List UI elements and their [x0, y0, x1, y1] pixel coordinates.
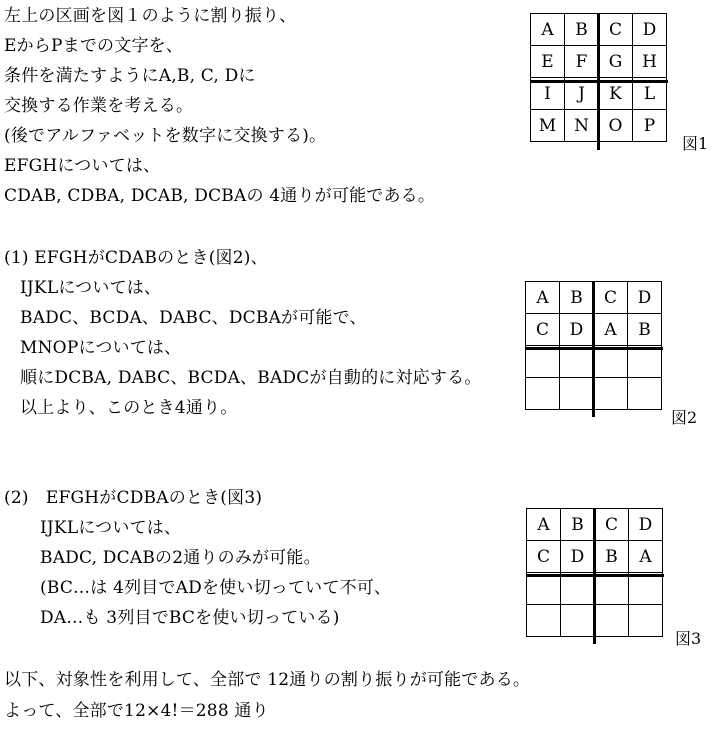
- grid-cell: B: [559, 281, 594, 314]
- figure-2-label: 図2: [671, 408, 698, 427]
- grid-cell: D: [559, 313, 594, 346]
- grid-cell: B: [564, 13, 599, 46]
- grid-cell: B: [560, 508, 595, 541]
- text-line: BADC、BCDA、DABC、DCBAが可能で、: [20, 308, 367, 328]
- grid-cell: M: [530, 109, 565, 142]
- text-line: EからPまでの文字を、: [4, 36, 184, 56]
- grid-cell: [627, 377, 662, 410]
- text-line: BADC, DCABの2通りのみが可能。: [40, 548, 321, 568]
- grid-cell: P: [632, 109, 667, 142]
- grid-cell: D: [560, 540, 595, 573]
- text-line: 以上より、このとき4通り。: [20, 398, 238, 418]
- text-line: IJKLについては、: [40, 518, 182, 538]
- grid-cell: G: [598, 45, 633, 78]
- text-line: 左上の区画を図１のように割り振り、: [4, 6, 297, 26]
- grid-cell: [560, 604, 595, 637]
- grid-cell: A: [525, 281, 560, 314]
- text-line: 以下、対象性を利用して、全部で 12通りの割り振りが可能である。: [4, 670, 531, 690]
- grid-cell: I: [530, 77, 565, 110]
- grid-cell: A: [628, 540, 663, 573]
- grid-cell: [594, 604, 629, 637]
- text-line: 順にDCBA, DABC、BCDA、BADCが自動的に対応する。: [20, 368, 482, 388]
- grid-cell: [526, 604, 561, 637]
- grid-cell: A: [526, 508, 561, 541]
- grid-cell: D: [627, 281, 662, 314]
- figure-3-label: 図3: [675, 629, 702, 648]
- text-line: (BC…は 4列目でADを使い切っていて不可、: [40, 578, 392, 598]
- grid-cell: B: [627, 313, 662, 346]
- grid-cell: L: [632, 77, 667, 110]
- grid-cell: [559, 377, 594, 410]
- grid-cell: D: [632, 13, 667, 46]
- grid-divider-horizontal: [525, 347, 663, 350]
- grid-cell: N: [564, 109, 599, 142]
- text-line: (2) EFGHがCDBAのとき(図3): [4, 488, 263, 508]
- grid-cell: C: [526, 540, 561, 573]
- text-line: IJKLについては、: [20, 278, 162, 298]
- grid-cell: O: [598, 109, 633, 142]
- figure-1-label: 図1: [682, 134, 709, 153]
- text-line: EFGHについては、: [4, 156, 161, 176]
- grid-cell: A: [593, 313, 628, 346]
- grid-cell: [628, 604, 663, 637]
- grid-cell: [593, 377, 628, 410]
- grid-cell: D: [628, 508, 663, 541]
- grid-divider-horizontal: [526, 574, 664, 577]
- text-line: (1) EFGHがCDABのとき(図2)、: [4, 248, 268, 268]
- text-line: MNOPについては、: [20, 338, 182, 358]
- text-line: 条件を満たすようにA,B, C, Dに: [4, 66, 256, 86]
- text-line: (後でアルファベットを数字に交換する)。: [4, 126, 327, 146]
- grid-cell: [525, 377, 560, 410]
- grid-cell: H: [632, 45, 667, 78]
- grid-cell: K: [598, 77, 633, 110]
- grid-cell: C: [594, 508, 629, 541]
- text-line: よって、全部で12×4!＝288 通り: [4, 701, 269, 721]
- grid-cell: J: [564, 77, 599, 110]
- text-line: CDAB, CDBA, DCAB, DCBAの 4通りが可能である。: [4, 186, 436, 206]
- grid-cell: B: [594, 540, 629, 573]
- grid-cell: C: [593, 281, 628, 314]
- grid-cell: E: [530, 45, 565, 78]
- grid-cell: A: [530, 13, 565, 46]
- grid-cell: C: [598, 13, 633, 46]
- text-line: DA…も 3列目でBCを使い切っている): [40, 608, 340, 628]
- grid-cell: F: [564, 45, 599, 78]
- text-line: 交換する作業を考える。: [4, 96, 194, 116]
- grid-cell: C: [525, 313, 560, 346]
- grid-divider-horizontal: [530, 80, 668, 83]
